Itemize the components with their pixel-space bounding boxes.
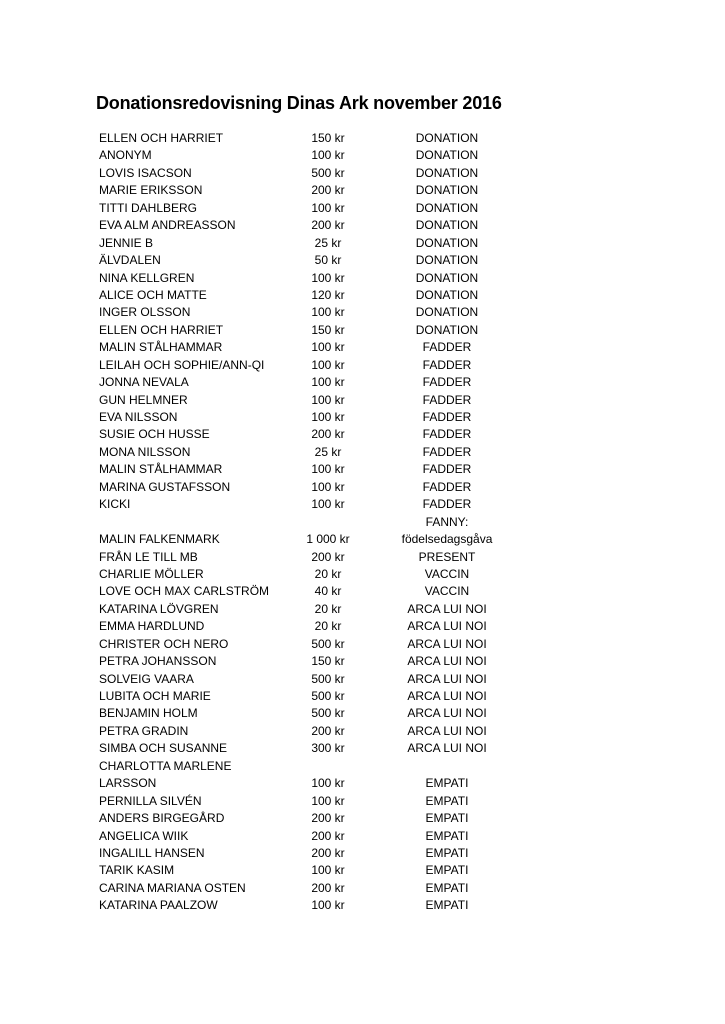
donation-row xyxy=(0,217,725,234)
donation-amount: 200 kr xyxy=(311,811,345,826)
donation-row xyxy=(0,705,725,722)
donation-row xyxy=(0,845,725,862)
donation-row xyxy=(0,130,725,147)
donor-name: EVA ALM ANDREASSON xyxy=(99,218,236,233)
donation-type: EMPATI xyxy=(425,776,469,791)
donation-type: DONATION xyxy=(415,235,479,250)
donation-type: ARCA LUI NOI xyxy=(407,723,487,738)
donation-amount: 500 kr xyxy=(311,671,345,686)
donation-type: FADDER xyxy=(422,392,472,407)
donor-name: FRÅN LE TILL MB xyxy=(99,549,198,564)
donor-name: ANGELICA WIIK xyxy=(99,828,189,843)
donation-row xyxy=(0,636,725,653)
donor-name: CHRISTER OCH NERO xyxy=(99,636,229,651)
donor-name: JONNA NEVALA xyxy=(99,375,189,390)
donor-name: CHARLIE MÖLLER xyxy=(99,566,204,581)
donor-name: PERNILLA SILVÉN xyxy=(99,793,202,808)
donation-type: FADDER xyxy=(422,479,472,494)
donation-amount: 500 kr xyxy=(311,689,345,704)
donation-row xyxy=(0,671,725,688)
donation-row xyxy=(0,339,725,356)
donor-name: TARIK KASIM xyxy=(99,863,175,878)
donation-type: DONATION xyxy=(415,218,479,233)
donation-amount: 200 kr xyxy=(311,845,345,860)
donation-amount: 100 kr xyxy=(311,462,345,477)
donation-type: DONATION xyxy=(415,148,479,163)
donor-name: SUSIE OCH HUSSE xyxy=(99,427,210,442)
donation-type: ARCA LUI NOI xyxy=(407,689,487,704)
donation-row xyxy=(0,828,725,845)
donation-type: PRESENT xyxy=(418,549,476,564)
donation-row xyxy=(0,880,725,897)
donation-type: EMPATI xyxy=(425,811,469,826)
donor-name: INGALILL HANSEN xyxy=(99,845,205,860)
donation-row xyxy=(0,758,725,793)
donor-name: PETRA JOHANSSON xyxy=(99,654,217,669)
donation-row xyxy=(0,287,725,304)
donor-name: LOVIS ISACSON xyxy=(99,165,192,180)
donor-name: TITTI DAHLBERG xyxy=(99,200,198,215)
donation-row xyxy=(0,304,725,321)
donation-type: DONATION xyxy=(415,165,479,180)
donation-type: FADDER xyxy=(422,375,472,390)
donation-type-line: FANNY: xyxy=(425,514,469,529)
document-title: Donationsredovisning Dinas Ark november 2016 xyxy=(96,93,502,113)
donor-name xyxy=(99,758,299,793)
donation-type: EMPATI xyxy=(425,863,469,878)
donation-amount: 50 kr xyxy=(314,253,342,268)
donor-name: PETRA GRADIN xyxy=(99,723,189,738)
donation-type: ARCA LUI NOI xyxy=(407,654,487,669)
donor-name: KICKI xyxy=(99,497,131,512)
donation-amount: 500 kr xyxy=(311,706,345,721)
donation-amount: 200 kr xyxy=(311,549,345,564)
donor-name: CARINA MARIANA OSTEN xyxy=(99,880,246,895)
donation-type: ARCA LUI NOI xyxy=(407,619,487,634)
donation-amount: 200 kr xyxy=(311,183,345,198)
donation-amount: 150 kr xyxy=(311,654,345,669)
donation-type: FADDER xyxy=(422,462,472,477)
donation-amount: 100 kr xyxy=(311,793,345,808)
donation-row xyxy=(0,618,725,635)
donor-name: SOLVEIG VAARA xyxy=(99,671,194,686)
donation-type: FADDER xyxy=(422,357,472,372)
donation-type: DONATION xyxy=(415,253,479,268)
donor-name: ANONYM xyxy=(99,148,152,163)
donation-type: ARCA LUI NOI xyxy=(407,706,487,721)
donor-name: SIMBA OCH SUSANNE xyxy=(99,741,228,756)
donor-name: NINA KELLGREN xyxy=(99,270,195,285)
donation-row xyxy=(0,793,725,810)
donation-type: EMPATI xyxy=(425,898,469,913)
donation-amount: 150 kr xyxy=(311,131,345,145)
donation-amount: 120 kr xyxy=(311,287,345,302)
donation-amount: 150 kr xyxy=(311,322,345,337)
donation-type: DONATION xyxy=(415,305,479,320)
donation-type: DONATION xyxy=(415,200,479,215)
donation-amount: 20 kr xyxy=(314,566,342,581)
donation-type: ARCA LUI NOI xyxy=(407,601,487,616)
donation-row xyxy=(0,235,725,252)
donation-amount: 100 kr xyxy=(311,305,345,320)
donation-row xyxy=(0,897,725,914)
donation-type: DONATION xyxy=(415,270,479,285)
donor-name: MALIN STÅLHAMMAR xyxy=(99,340,223,355)
donation-row xyxy=(0,566,725,583)
donor-name: ALICE OCH MATTE xyxy=(99,287,207,302)
donation-amount: 200 kr xyxy=(311,880,345,895)
donor-name: INGER OLSSON xyxy=(99,305,191,320)
donation-amount: 1 000 kr xyxy=(306,532,350,547)
donor-name: KATARINA LÖVGREN xyxy=(99,601,219,616)
donation-type: DONATION xyxy=(415,287,479,302)
donation-amount: 100 kr xyxy=(311,200,345,215)
donation-row xyxy=(0,270,725,287)
donor-name: MARIE ERIKSSON xyxy=(99,183,203,198)
donation-row xyxy=(0,653,725,670)
donation-row xyxy=(0,322,725,339)
donor-name: EVA NILSSON xyxy=(99,410,178,424)
donation-type: DONATION xyxy=(415,183,479,198)
donation-type: EMPATI xyxy=(425,845,469,860)
donation-type: ARCA LUI NOI xyxy=(407,636,487,651)
donation-type: ARCA LUI NOI xyxy=(407,671,487,686)
donation-type: FADDER xyxy=(422,427,472,442)
donation-row xyxy=(0,461,725,478)
donation-row xyxy=(0,374,725,391)
donation-amount: 100 kr xyxy=(311,392,345,407)
donor-name: GUN HELMNER xyxy=(99,392,188,407)
donation-row xyxy=(0,252,725,269)
donation-type: VACCIN xyxy=(424,584,470,599)
donation-row xyxy=(0,444,725,461)
donor-name: MONA NILSSON xyxy=(99,444,191,459)
donation-row xyxy=(0,392,725,409)
donation-type: DONATION xyxy=(415,322,479,337)
donor-name: LOVE OCH MAX CARLSTRÖM xyxy=(99,584,270,599)
donation-row xyxy=(0,723,725,740)
donor-name-line: LARSSON xyxy=(99,776,157,791)
donation-amount: 200 kr xyxy=(311,723,345,738)
donation-row xyxy=(0,182,725,199)
donation-amount: 100 kr xyxy=(311,863,345,878)
donation-row xyxy=(0,479,725,496)
donation-amount: 500 kr xyxy=(311,636,345,651)
donation-amount: 200 kr xyxy=(311,218,345,233)
donation-row xyxy=(0,165,725,182)
donation-type: FADDER xyxy=(422,340,472,355)
donor-name: ELLEN OCH HARRIET xyxy=(99,322,224,337)
donation-row xyxy=(0,409,725,426)
donation-amount: 100 kr xyxy=(311,497,345,512)
donation-type: VACCIN xyxy=(424,566,470,581)
donation-amount: 20 kr xyxy=(314,619,342,634)
donor-name: ELLEN OCH HARRIET xyxy=(99,131,224,145)
donation-amount: 100 kr xyxy=(311,340,345,355)
donor-name: MARINA GUSTAFSSON xyxy=(99,479,231,494)
donation-type: ARCA LUI NOI xyxy=(407,741,487,756)
donation-amount: 100 kr xyxy=(311,148,345,163)
donation-amount: 200 kr xyxy=(311,427,345,442)
donation-amount: 200 kr xyxy=(311,828,345,843)
donation-amount: 25 kr xyxy=(314,235,342,250)
donation-amount: 100 kr xyxy=(311,410,345,424)
donation-amount: 25 kr xyxy=(314,444,342,459)
donation-row xyxy=(0,810,725,827)
donation-row xyxy=(0,514,725,549)
donation-type: FADDER xyxy=(422,444,472,459)
donation-row xyxy=(0,601,725,618)
donation-row xyxy=(0,496,725,513)
donor-name: MALIN STÅLHAMMAR xyxy=(99,462,223,477)
donation-row xyxy=(0,549,725,566)
donation-row xyxy=(0,426,725,443)
donation-amount: 20 kr xyxy=(314,601,342,616)
donor-name: ÄLVDALEN xyxy=(99,253,161,268)
donation-row xyxy=(0,740,725,757)
donation-row xyxy=(0,688,725,705)
donation-amount: 100 kr xyxy=(311,898,345,913)
donation-amount: 300 kr xyxy=(311,741,345,756)
donation-type: EMPATI xyxy=(425,880,469,895)
donation-type xyxy=(387,514,507,549)
donation-type: DONATION xyxy=(415,131,479,145)
donation-type: FADDER xyxy=(422,410,472,424)
donation-amount: 100 kr xyxy=(311,375,345,390)
donation-amount: 100 kr xyxy=(311,270,345,285)
donor-name: LUBITA OCH MARIE xyxy=(99,689,211,704)
donation-amount: 40 kr xyxy=(314,584,342,599)
donation-row xyxy=(0,583,725,600)
donor-name: LEILAH OCH SOPHIE/ANN-QI xyxy=(99,357,265,372)
donor-name: JENNIE B xyxy=(99,235,154,250)
donor-name: ANDERS BIRGEGÅRD xyxy=(99,811,225,826)
donation-list xyxy=(0,130,725,915)
donor-name: EMMA HARDLUND xyxy=(99,619,205,634)
donation-row xyxy=(0,147,725,164)
donation-row xyxy=(0,200,725,217)
donor-name: BENJAMIN HOLM xyxy=(99,706,198,721)
donation-amount: 500 kr xyxy=(311,165,345,180)
donation-row xyxy=(0,862,725,879)
donation-type: EMPATI xyxy=(425,793,469,808)
donor-name: MALIN FALKENMARK xyxy=(99,532,220,547)
donation-type-line: födelsedagsgåva xyxy=(401,532,493,547)
donation-type: EMPATI xyxy=(425,828,469,843)
donation-type: FADDER xyxy=(422,497,472,512)
donor-name-line: CHARLOTTA MARLENE xyxy=(99,758,232,773)
donation-amount: 100 kr xyxy=(311,776,345,791)
donation-row xyxy=(0,357,725,374)
donation-amount: 100 kr xyxy=(311,479,345,494)
donor-name: KATARINA PAALZOW xyxy=(99,898,218,913)
donation-amount: 100 kr xyxy=(311,357,345,372)
